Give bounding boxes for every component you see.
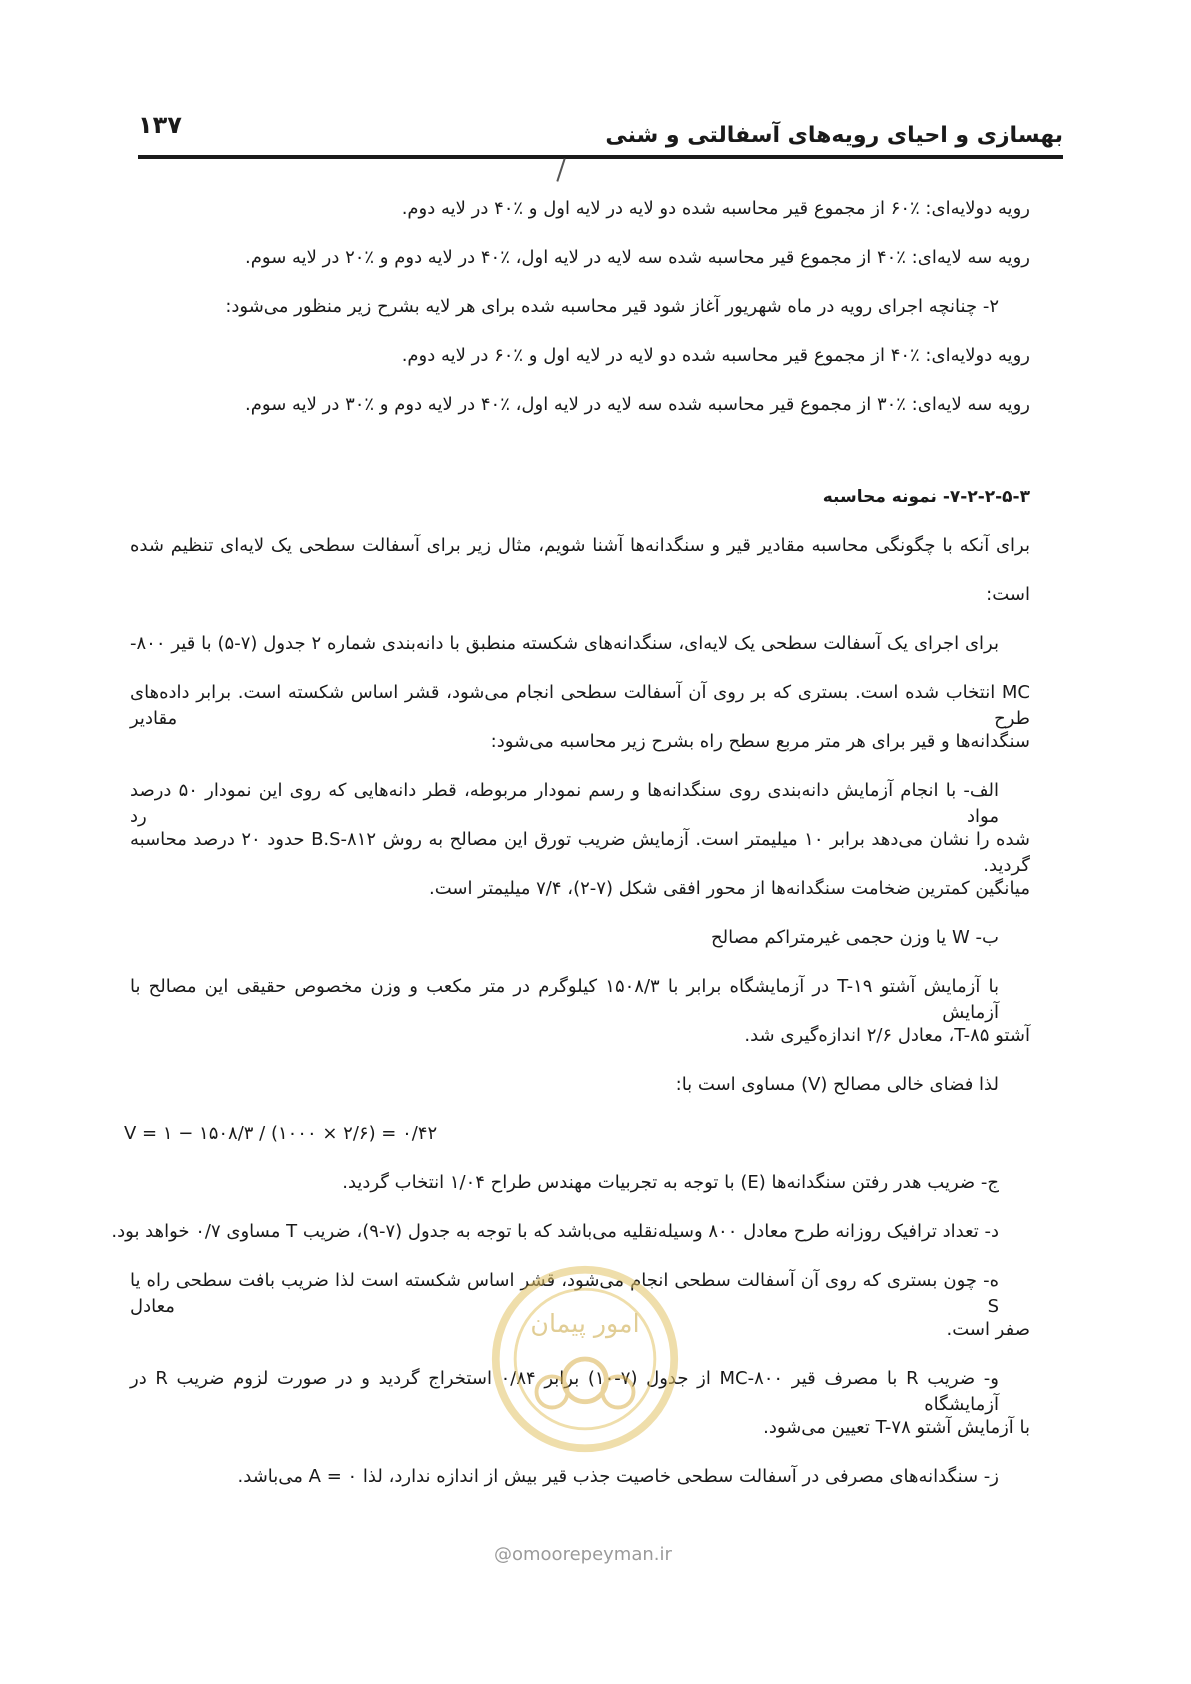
paragraph-line: با آزمایش آشتو T-۱۹ در آزمایشگاه برابر با ۱۵۰۸/۳ کیلوگرم در متر مکعب و وزن مخصوص حقیقی این مصالح با آزمایش [130, 976, 1000, 1023]
page-number: ۱۳۷ [138, 111, 182, 139]
paragraph-line: برای اجرای یک آسفالت سطحی یک لایه‌ای، سنگدانه‌های شکسته منطبق با دانه‌بندی شماره ۲ جدول (۷-۵) با قیر ۸۰۰- [130, 633, 999, 654]
paragraph-line: MC انتخاب شده است. بستری که بر روی آن آسفالت سطحی انجام می‌شود، قشر اساس شکسته است. برابر داده‌های طرح مقادیر [130, 682, 1030, 729]
paragraph-line: صفر است. [946, 1319, 1030, 1340]
text-line: رویه سه لایه‌ای: ٪۳۰ از مجموع قیر محاسبه شده سه لایه در لایه اول، ٪۴۰ در لایه دوم و ٪۳۰ در لایه سوم. [245, 394, 1030, 415]
paragraph-line: با آزمایش آشتو T-۷۸ تعیین می‌شود. [763, 1417, 1030, 1438]
text-line: ۲- چنانچه اجرای رویه در ماه شهریور آغاز شود قیر محاسبه شده برای هر لایه بشرح زیر منظور می‌شود: [225, 296, 999, 317]
void-ratio-formula: V = ۱ − ۱۵۰۸/۳ / (۱۰۰۰ × ۲/۶) = ۰/۴۲ [124, 1123, 438, 1144]
paragraph-line: برای آنکه با چگونگی محاسبه مقادیر قیر و سنگدانه‌ها آشنا شویم، مثال زیر برای آسفالت سطحی یک لایه‌ای تنظیم شده [130, 535, 1030, 556]
watermark-logo-text: امور پیمان [530, 1308, 640, 1338]
paragraph-line: ج- ضریب هدر رفتن سنگدانه‌ها (E) با توجه به تجربیات مهندس طراح ۱/۰۴ انتخاب گردید. [342, 1172, 999, 1193]
paragraph-line: ب- W یا وزن حجمی غیرمتراکم مصالح [710, 927, 999, 948]
section-heading: ۷-۲-۲-۵-۳- نمونه محاسبه [822, 487, 1030, 507]
watermark-site: @omoorepeyman.ir [494, 1544, 672, 1565]
paragraph-line: است: [986, 584, 1030, 605]
text-line: رویه دولایه‌ای: ٪۴۰ از مجموع قیر محاسبه شده دو لایه در لایه اول و ٪۶۰ در لایه دوم. [401, 345, 1030, 366]
header-rule [138, 155, 1063, 159]
paragraph-line: ز- سنگدانه‌های مصرفی در آسفالت سطحی خاصیت جذب قیر بیش از اندازه ندارد، لذا ۰ = A می‌باشد. [237, 1466, 999, 1487]
paragraph-line: شده را نشان می‌دهد برابر ۱۰ میلیمتر است. آزمایش ضریب تورق این مصالح به روش B.S-۸۱۲ حدود ۲۰ درصد محاسبه گردید. [130, 829, 1030, 876]
paragraph-line: الف- با انجام آزمایش دانه‌بندی روی سنگدانه‌ها و رسم نمودار مربوطه، قطر دانه‌هایی که روی این نمودار ۵۰ درصد مواد رد [130, 780, 1000, 827]
paragraph-line: آشتو T-۸۵، معادل ۲/۶ اندازه‌گیری شد. [744, 1025, 1030, 1046]
text-line: رویه سه لایه‌ای: ٪۴۰ از مجموع قیر محاسبه شده سه لایه در لایه اول، ٪۴۰ در لایه دوم و ٪۲۰ در لایه سوم. [245, 247, 1030, 268]
paragraph-line: سنگدانه‌ها و قیر برای هر متر مربع سطح راه بشرح زیر محاسبه می‌شود: [490, 731, 1030, 752]
watermark-logo [488, 1262, 682, 1456]
paragraph-line: د- تعداد ترافیک روزانه طرح معادل ۸۰۰ وسیله‌نقلیه می‌باشد که با توجه به جدول (۷-۹)، ضریب T مساوی ۰/۷ خواهد بود. [111, 1221, 999, 1242]
paragraph-line: ه- چون بستری که روی آن آسفالت سطحی انجام می‌شود، قشر اساس شکسته است لذا ضریب بافت سطحی راه یا S معادل [130, 1270, 999, 1317]
paragraph-line: و- ضریب R با مصرف قیر ۸۰۰-MC از جدول (۷-۱۰) برابر ۰/۸۴ استخراج گردید و در صورت لزوم ضریب R در آزمایشگاه [130, 1368, 999, 1415]
paragraph-line: میانگین کمترین ضخامت سنگدانه‌ها از محور افقی شکل (۷-۲)، ۷/۴ میلیمتر است. [428, 878, 1030, 899]
text-line: رویه دولایه‌ای: ٪۶۰ از مجموع قیر محاسبه شده دو لایه در لایه اول و ٪۴۰ در لایه دوم. [401, 198, 1030, 219]
book-title: بهسازی و احیای رویه‌های آسفالتی و شنی [605, 123, 1063, 148]
page-header [138, 105, 1063, 165]
paragraph-line: لذا فضای خالی مصالح (V) مساوی است با: [675, 1074, 999, 1095]
